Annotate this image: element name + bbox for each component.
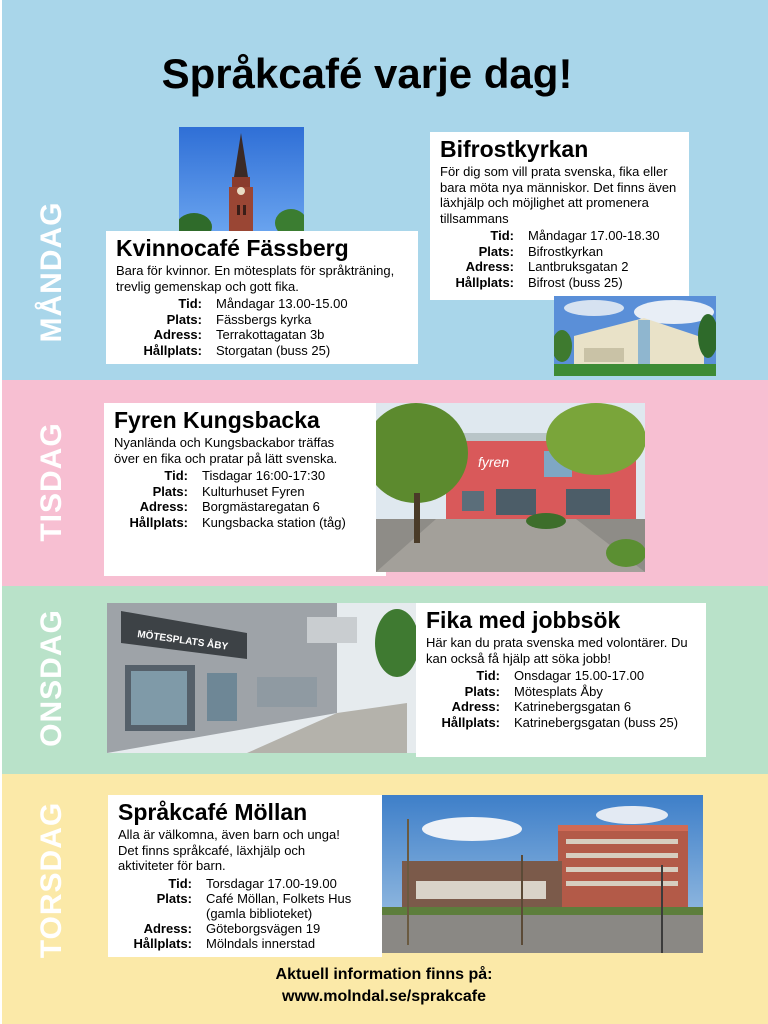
stop-label: Hållplats:: [455, 274, 514, 290]
cafe-name: Kvinnocafé Fässberg: [116, 235, 349, 261]
cafe-description: Alla är välkomna, även barn och unga! Det finns språkcafé, läxhjälp och aktiviteter för barn.: [118, 827, 340, 873]
place-label: Plats:: [152, 483, 188, 499]
photo-fassberg-church: [179, 127, 304, 233]
place-label: Plats:: [156, 890, 192, 906]
cafe-name: Bifrostkyrkan: [440, 136, 589, 162]
time-value: Onsdagar 15.00-17.00: [514, 668, 645, 683]
day-label-wednesday: ONSDAG: [35, 609, 68, 747]
place-value: Bifrostkyrkan: [528, 243, 604, 259]
cafe-description: För dig som vill prata svenska, fika eller bara möta nya människor. Det finns även läxhjälp och möjlighet att promenera tillsammans: [440, 164, 677, 226]
cafe-info: [426, 668, 696, 730]
stop-value: Katrinebergsgatan (buss 25): [514, 714, 679, 730]
address-label: Adress:: [143, 920, 192, 936]
photo-fyren: [376, 403, 645, 572]
photo-mollan: [382, 795, 703, 953]
cafe-name: Fyren Kungsbacka: [114, 407, 320, 433]
place-label: Plats:: [478, 243, 514, 259]
cafe-info: [440, 228, 679, 290]
cafe-description: Här kan du prata svenska med volontärer. Du kan också få hjälp att söka jobb!: [426, 635, 688, 666]
place-value: Café Möllan, Folkets Hus (gamla biblioteket): [206, 890, 352, 921]
cafe-info: [118, 876, 372, 951]
time-label: Tid:: [164, 468, 188, 483]
stop-label: Hållplats:: [143, 342, 202, 358]
footer-info-text: Aktuell information finns på:: [275, 966, 493, 983]
cafe-description: Nyanlända och Kungsbackabor träffas över en fika och pratar på lätt svenska.: [114, 435, 338, 466]
cafe-name: Fika med jobbsök: [426, 607, 621, 633]
photo-motesplats-aby: [107, 603, 416, 753]
stop-value: Storgatan (buss 25): [216, 342, 331, 358]
address-value: Borgmästaregatan 6: [202, 499, 320, 514]
page-title: Språkcafé varje dag!: [161, 50, 573, 97]
stop-value: Mölndals innerstad: [206, 935, 316, 951]
cafe-info: [116, 296, 408, 358]
address-value: Katrinebergsgatan 6: [514, 699, 632, 714]
time-label: Tid:: [178, 296, 202, 311]
card-fyren-kungsbacka: [104, 403, 386, 576]
day-label-monday: MÅNDAG: [35, 201, 68, 343]
place-label: Plats:: [166, 311, 202, 327]
card-sprakcafe-mollan: [108, 795, 382, 957]
time-value: Torsdagar 17.00-19.00: [206, 875, 337, 891]
aby-sign-text: MÖTESPLATS ÅBY: [136, 629, 229, 653]
photo-bifrostkyrkan: [554, 296, 716, 376]
place-value: Kulturhuset Fyren: [202, 483, 305, 499]
place-label: Plats:: [464, 683, 500, 699]
address-label: Adress:: [451, 699, 500, 714]
time-value: Måndagar 13.00-15.00: [216, 296, 348, 311]
place-value: Mötesplats Åby: [514, 683, 603, 699]
time-value: Måndagar 17.00-18.30: [528, 228, 660, 243]
time-label: Tid:: [490, 228, 514, 243]
cafe-info: [114, 468, 376, 530]
cafe-name: Språkcafé Möllan: [118, 799, 308, 825]
stop-label: Hållplats:: [129, 514, 188, 530]
day-label-tuesday: TISDAG: [35, 422, 68, 542]
page-edge: [0, 0, 2, 1024]
stop-label: Hållplats:: [133, 935, 192, 951]
footer-url[interactable]: www.molndal.se/sprakcafe: [282, 988, 486, 1005]
stop-value: Kungsbacka station (tåg): [202, 514, 346, 530]
stop-value: Bifrost (buss 25): [528, 274, 623, 290]
time-label: Tid:: [168, 875, 192, 891]
address-value: Göteborgsvägen 19: [206, 920, 321, 936]
time-value: Tisdagar 16:00-17:30: [202, 468, 326, 483]
address-value: Terrakottagatan 3b: [216, 327, 325, 342]
cafe-description: Bara för kvinnor. En mötesplats för språkträning, trevlig gemenskap och gott fika.: [116, 263, 395, 294]
footer: [0, 964, 768, 1008]
card-bifrostkyrkan: [430, 132, 689, 300]
address-value: Lantbruksgatan 2: [528, 259, 629, 274]
fyren-sign-text: fyren: [478, 454, 510, 470]
place-value: Fässbergs kyrka: [216, 311, 312, 327]
stop-label: Hållplats:: [441, 714, 500, 730]
address-label: Adress:: [153, 327, 202, 342]
card-kvinnocafe-fassberg: [106, 231, 418, 364]
time-label: Tid:: [476, 668, 500, 683]
day-label-thursday: TORSDAG: [35, 801, 68, 959]
address-label: Adress:: [139, 499, 188, 514]
card-fika-med-jobbsok: [416, 603, 706, 757]
address-label: Adress:: [465, 259, 514, 274]
